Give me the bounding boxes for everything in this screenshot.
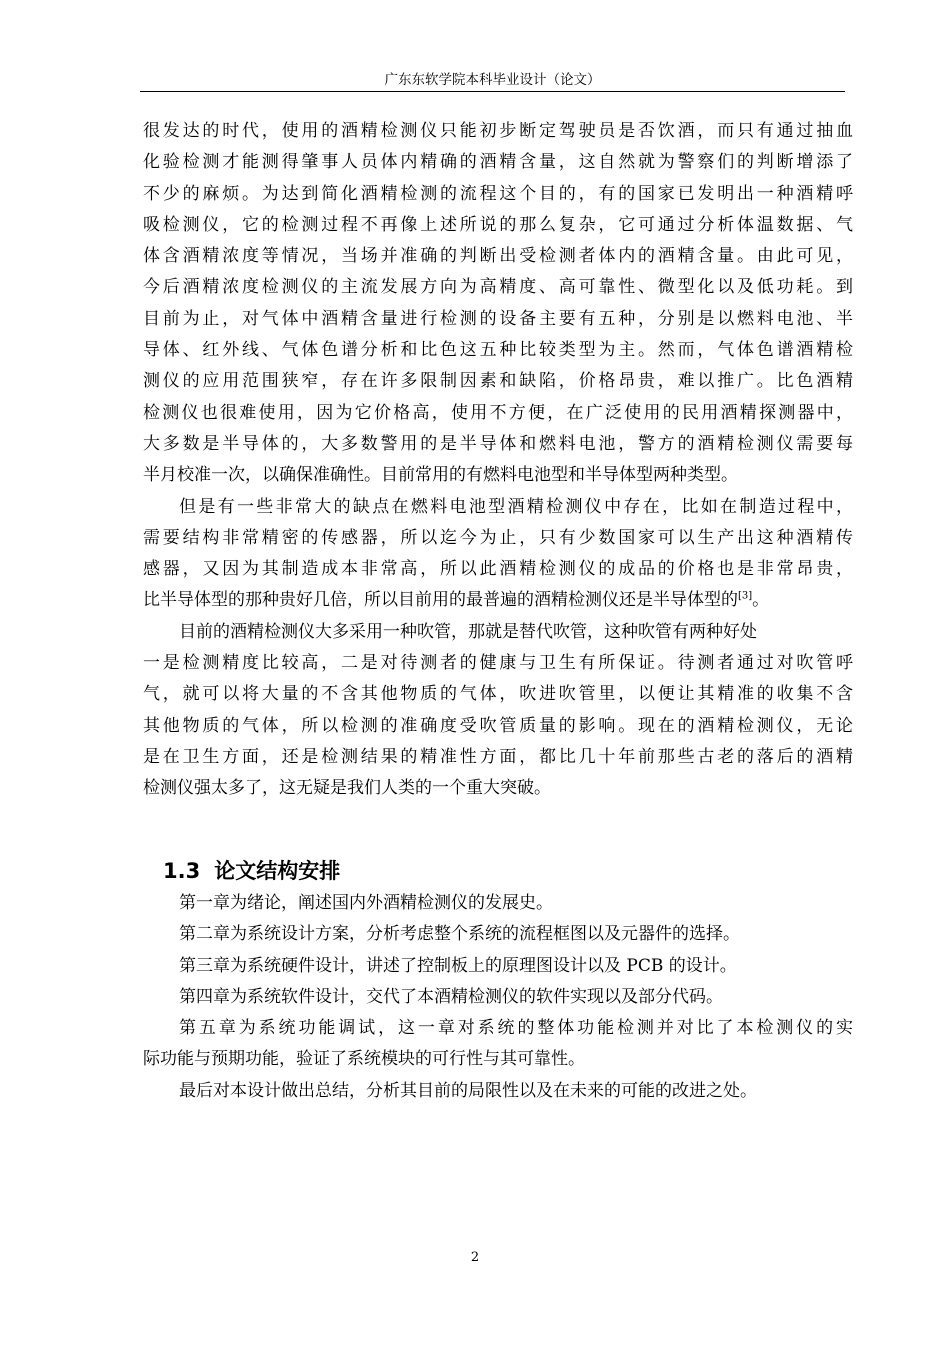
text-line: 不少的麻烦。为达到简化酒精检测的流程这个目的，有的国家已发明出一种酒精呼 bbox=[143, 183, 853, 204]
structure-list bbox=[143, 888, 853, 1107]
structure-item: 第五章为系统功能调试，这一章对系统的整体功能检测并对比了本检测仪的实 bbox=[179, 1018, 853, 1039]
section-number: 1.3 bbox=[163, 859, 201, 883]
text-line: 一是检测精度比较高，二是对待测者的健康与卫生有所保证。待测者通过对吹管呼 bbox=[143, 653, 853, 674]
header-rule bbox=[140, 91, 845, 92]
text-line: 很发达的时代，使用的酒精检测仪只能初步断定驾驶员是否饮酒，而只有通过抽血 bbox=[143, 121, 853, 141]
text-line: 大多数是半导体的，大多数警用的是半导体和燃料电池，警方的酒精检测仪需要每 bbox=[143, 433, 853, 454]
text-line: 目前的酒精检测仪大多采用一种吹管，那就是替代吹管，这种吹管有两种好处 bbox=[179, 621, 757, 642]
text-line: 测仪的应用范围狭窄，存在许多限制因素和缺陷，价格昂贵，难以推广。比色酒精 bbox=[143, 371, 853, 392]
text-line: 其他物质的气体，所以检测的准确度受吹管质量的影响。现在的酒精检测仪，无论 bbox=[143, 715, 853, 736]
text-line: 导体、红外线、气体色谱分析和比色这五种比较类型为主。然而，气体色谱酒精检 bbox=[143, 340, 853, 361]
text-line: 化验检测才能测得肇事人员体内精确的酒精含量，这自然就为警察们的判断增添了 bbox=[143, 152, 853, 173]
text-line: 体含酒精浓度等情况，当场并准确的判断出受检测者体内的酒精含量。由此可见， bbox=[143, 246, 853, 267]
page-number: 2 bbox=[470, 1250, 480, 1265]
section-title: 论文结构安排 bbox=[214, 859, 341, 883]
text-line: 需要结构非常精密的传感器，所以迄今为止，只有少数国家可以生产出这种酒精传 bbox=[143, 527, 853, 548]
text-line-end: 。 bbox=[752, 590, 770, 611]
text-line: 半月校准一次，以确保准确性。目前常用的有燃料电池型和半导体型两种类型。 bbox=[143, 465, 738, 486]
structure-item: 第三章为系统硬件设计，讲述了控制板上的原理图设计以及 PCB 的设计。 bbox=[179, 955, 737, 976]
citation-ref: [3] bbox=[738, 590, 753, 602]
text-line: 检测仪强太多了，这无疑是我们人类的一个重大突破。 bbox=[143, 778, 551, 799]
text-line: 目前为止，对气体中酒精含量进行检测的设备主要有五种，分别是以燃料电池、半 bbox=[143, 308, 853, 329]
text-line: 气，就可以将大量的不含其他物质的气体，吹进吹管里，以便让其精准的收集不含 bbox=[143, 684, 853, 705]
text-line: 是在卫生方面，还是检测结果的精准性方面，都比几十年前那些古老的落后的酒精 bbox=[143, 746, 853, 767]
body-text bbox=[143, 116, 853, 805]
text-line bbox=[143, 585, 853, 616]
text-line: 吸检测仪，它的检测过程不再像上述所说的那么复杂，它可通过分析体温数据、气 bbox=[143, 214, 853, 235]
structure-item: 第一章为绪论，阐述国内外酒精检测仪的发展史。 bbox=[179, 893, 553, 913]
running-header: 广东东软学院本科毕业设计（论文） bbox=[384, 72, 601, 88]
text-line: 但是有一些非常大的缺点在燃料电池型酒精检测仪中存在，比如在制造过程中， bbox=[179, 496, 853, 517]
structure-item: 第二章为系统设计方案，分析考虑整个系统的流程框图以及元器件的选择。 bbox=[179, 924, 740, 945]
text-line: 检测仪也很难使用，因为它价格高，使用不方便，在广泛使用的民用酒精探测器中， bbox=[143, 402, 853, 423]
structure-item: 第四章为系统软件设计，交代了本酒精检测仪的软件实现以及部分代码。 bbox=[179, 986, 723, 1007]
structure-item: 际功能与预期功能，验证了系统模块的可行性与其可靠性。 bbox=[143, 1049, 585, 1070]
text-line: 感器，又因为其制造成本非常高，所以此酒精检测仪的成品的价格也是非常昂贵， bbox=[143, 559, 853, 580]
section-heading bbox=[163, 855, 340, 885]
text-line-content: 比半导体型的那种贵好几倍，所以目前用的最普遍的酒精检测仪还是半导体型的 bbox=[143, 590, 738, 611]
structure-item: 最后对本设计做出总结，分析其目前的局限性以及在未来的可能的改进之处。 bbox=[179, 1080, 757, 1101]
text-line: 今后酒精浓度检测仪的主流发展方向为高精度、高可靠性、微型化以及低功耗。到 bbox=[143, 277, 853, 298]
